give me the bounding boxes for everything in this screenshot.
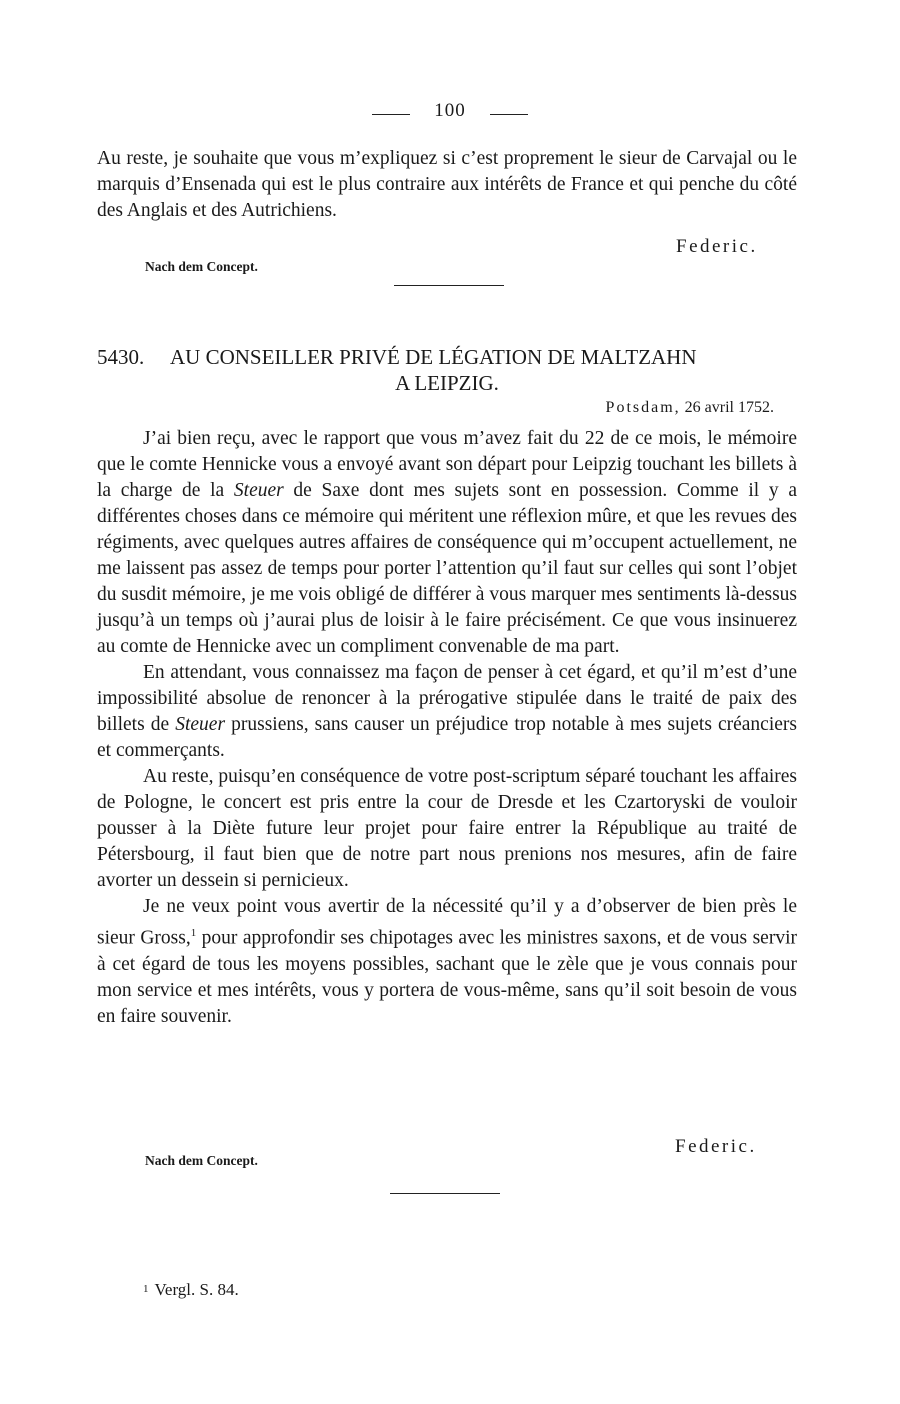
place-date-line bbox=[540, 399, 774, 417]
paragraph-4-text-a: Je ne veux point vous avertir de la nécessité qu’il y a d’observer de bien près le sieur Gross, bbox=[97, 896, 797, 949]
footnote-text: Vergl. S. 84. bbox=[154, 1280, 239, 1299]
source-note-continuation: Nach dem Concept. bbox=[145, 259, 258, 274]
footnote bbox=[143, 1280, 239, 1300]
paragraph-4-text-b: pour approfondir ses chipotages avec les ministres saxons, et de vous servir à cet égard de tous les moyens possibles, sachant que le zèle que je vous connais pour mon service et mes intérêts, vous y portera de vous-même, sans qu’il soit besoin de vous en faire souvenir. bbox=[97, 927, 797, 1027]
letter-paragraph-3: Au reste, puisqu’en conséquence de votre post-scriptum séparé touchant les affaires de Pologne, le concert est pris entre la cour de Dresde et les Czartoryski de vouloir pousser à la Diète future leur projet pour faire entrer la République au traité de Pétersbourg, il faut bien que de notre part nous prenions nos mesures, afin de faire avorter un dessein si pernicieux. bbox=[97, 766, 797, 891]
signature-continuation: Federic. bbox=[676, 236, 758, 257]
footnote-mark: 1 bbox=[143, 1283, 149, 1295]
paragraph-1-text-a: J’ai bien reçu, avec le rapport que vous m’avez fait du 22 de ce mois, le mémoire que le comte Hennicke vous a envoyé avant son départ pour Leipzig touchant les billets à la charge de la bbox=[97, 428, 797, 501]
paragraph-1-text-b: de Saxe dont mes sujets sont en possession. Comme il y a différentes choses dans ce mémoire qui méritent une réflexion mûre, et que les revues des régiments, avec quelques autres affaires de conséquence qui m’occupent actuellement, ne me laissent pas assez de temps pour porter l’attention qu’il faut sur celles qui sont l’objet du susdit mémoire, je me vois obligé de différer à vous marquer mes sentiments là-dessus jusqu’à un temps où j’aurai plus de loisir à le faire précisément. Ce que vous insinuerez au comte de Hennicke avec un compliment convenable de ma part. bbox=[97, 480, 797, 657]
page-number: 100 bbox=[434, 100, 466, 121]
header-rule-left bbox=[372, 114, 410, 115]
letter-date: 26 avril 1752. bbox=[684, 399, 774, 416]
signature-letter: Federic. bbox=[675, 1136, 757, 1157]
continuation-paragraph: Au reste, je souhaite que vous m’expliquez si c’est proprement le sieur de Carvajal ou le marquis d’Ensenada qui est le plus contraire aux intérêts de France et qui penche du côté des Anglais et des Autrichiens. bbox=[97, 148, 797, 221]
letter-paragraph-2 bbox=[97, 660, 797, 764]
letter-recipient: AU CONSEILLER PRIVÉ DE LÉGATION DE MALTZAHN bbox=[170, 345, 697, 369]
end-separator bbox=[390, 1193, 500, 1194]
section-separator bbox=[394, 285, 504, 286]
paragraph-2-text-b: prussiens, sans causer un préjudice trop notable à mes sujets créanciers et commerçants. bbox=[97, 714, 797, 761]
source-note-letter: Nach dem Concept. bbox=[145, 1153, 258, 1168]
paragraph-1-italic: Steuer bbox=[233, 480, 284, 501]
header-rule-right bbox=[490, 114, 528, 115]
letter-paragraph-1 bbox=[97, 426, 797, 660]
letter-paragraph-4 bbox=[97, 894, 797, 1030]
letter-body bbox=[97, 426, 797, 1030]
footnote-reference: 1 bbox=[190, 927, 197, 939]
letter-number: 5430. bbox=[97, 345, 145, 369]
page-header bbox=[0, 100, 900, 128]
letter-place: Potsdam, bbox=[605, 399, 681, 416]
letter-destination: A LEIPZIG. bbox=[395, 371, 499, 395]
paragraph-2-italic: Steuer bbox=[175, 714, 226, 735]
paragraph-2-text-a: En attendant, vous connaissez ma façon de penser à cet égard, et qu’il m’est d’une impossibilité absolue de renoncer à la prérogative stipulée dans le traité de paix des billets de bbox=[97, 662, 797, 735]
